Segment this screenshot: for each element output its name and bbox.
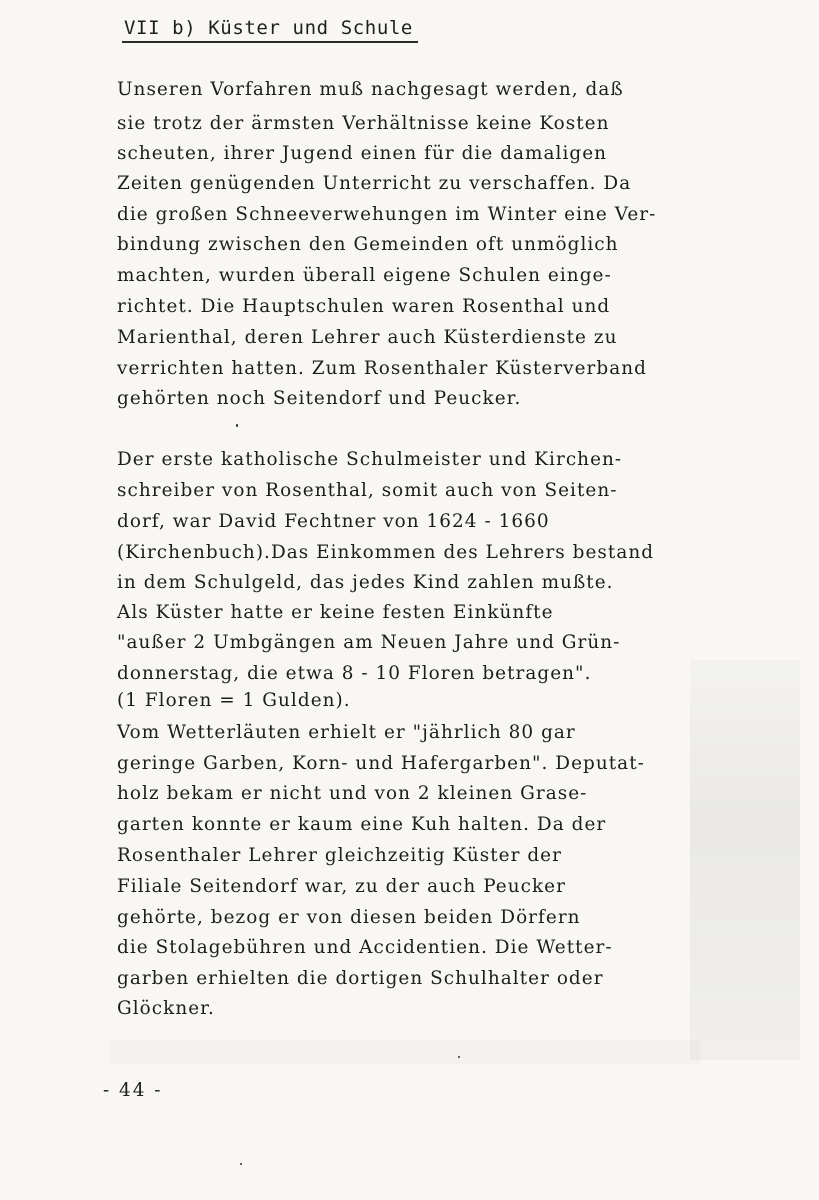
text-line: bindung zwischen den Gemeinden oft unmöglich [117,234,619,255]
text-line: Filiale Seitendorf war, zu der auch Peucker [117,876,566,897]
heading-underline [122,41,418,43]
scan-speck [458,1056,460,1058]
text-line: Als Küster hatte er keine festen Einkünfte [117,602,554,623]
text-line: Unseren Vorfahren muß nachgesagt werden, daß [117,79,624,100]
text-line: holz bekam er nicht und von 2 kleinen Grase- [117,783,588,804]
text-line: die großen Schneeverwehungen im Winter eine Ver- [117,204,657,225]
text-line: garten konnte er kaum eine Kuh halten. Da der [117,814,607,835]
text-line: Vom Wetterläuten erhielt er "jährlich 80 gar [117,722,576,743]
text-line: (Kirchenbuch).Das Einkommen des Lehrers bestand [117,542,655,563]
text-line: dorf, war David Fechtner von 1624 - 1660 [117,511,550,532]
scan-shadow-bottom [110,1040,700,1064]
text-line: schreiber von Rosenthal, somit auch von Seiten- [117,480,618,501]
text-line: "außer 2 Umbgängen am Neuen Jahre und Grün- [117,632,621,653]
text-line: in dem Schulgeld, das jedes Kind zahlen mußte. [117,572,614,593]
section-heading: VII b) Küster und Schule [124,17,413,39]
text-line: Marienthal, deren Lehrer auch Küsterdienste zu [117,327,618,348]
text-line: scheuten, ihrer Jugend einen für die damaligen [117,143,608,164]
text-line: gehörten noch Seitendorf und Peucker. [117,388,522,409]
text-line: richtet. Die Hauptschulen waren Rosenthal und [117,296,611,317]
scan-speck [240,1163,242,1165]
page-number: - 44 - [103,1080,163,1101]
text-line: (1 Floren = 1 Gulden). [117,690,351,711]
text-line: gehörte, bezog er von diesen beiden Dörfern [117,907,581,928]
scan-speck [236,424,238,427]
text-line: geringe Garben, Korn- und Hafergarben". Deputat- [117,753,645,774]
text-line: Zeiten genügenden Unterricht zu verschaffen. Da [117,173,632,194]
scan-shadow [690,660,800,1060]
text-line: machten, wurden überall eigene Schulen einge- [117,265,612,286]
text-line: Der erste katholische Schulmeister und Kirchen- [117,449,623,470]
text-line: Glöckner. [117,998,215,1019]
text-line: garben erhielten die dortigen Schulhalter oder [117,968,604,989]
text-line: donnerstag, die etwa 8 - 10 Floren betragen". [117,663,592,684]
text-line: sie trotz der ärmsten Verhältnisse keine Kosten [117,113,610,134]
text-line: Rosenthaler Lehrer gleichzeitig Küster der [117,845,562,866]
text-line: die Stolagebühren und Accidentien. Die Wetter- [117,937,613,958]
text-line: verrichten hatten. Zum Rosenthaler Küsterverband [117,358,647,379]
